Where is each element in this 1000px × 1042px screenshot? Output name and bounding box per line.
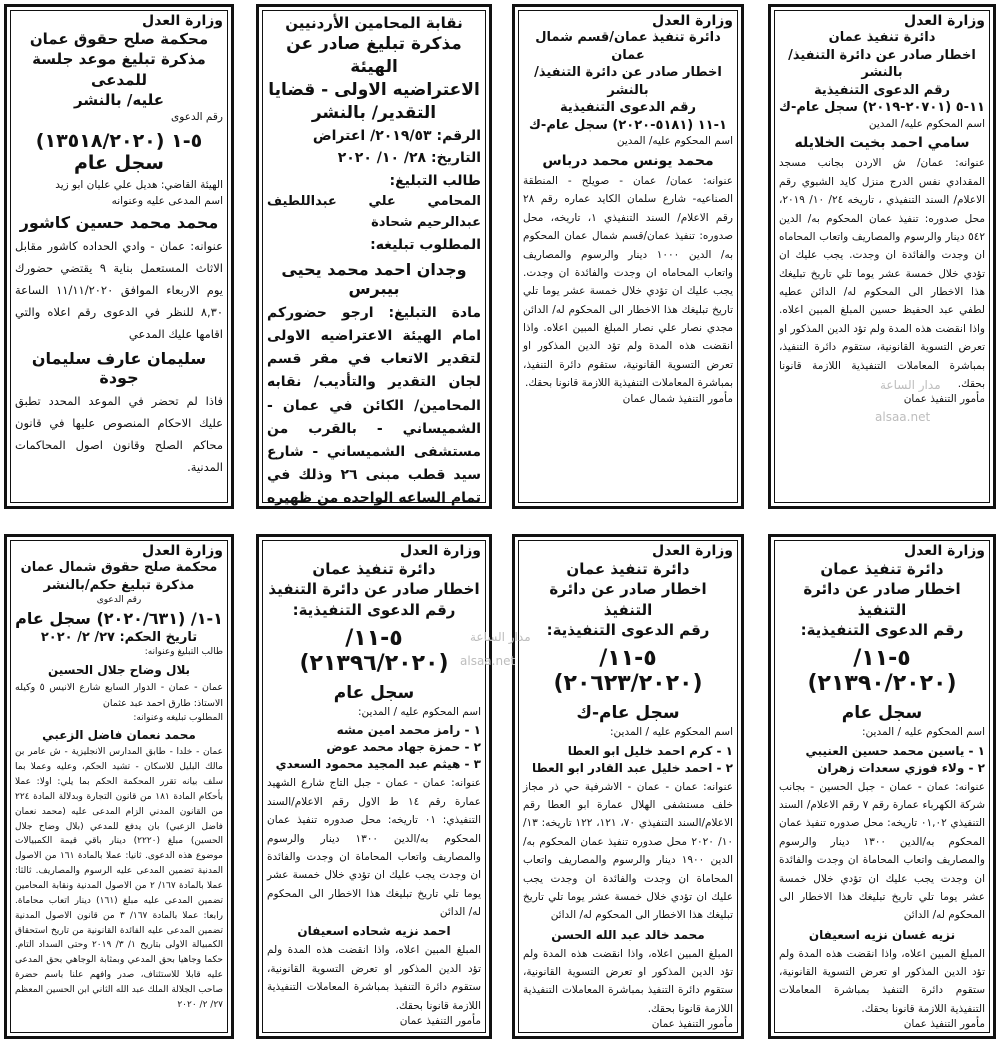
notice-body-continued: المبلغ المبين اعلاه، واذا انقضت هذه المدة ولم تؤد الدين المذكور او تعرض التسوية القانونية، ستقوم دائرة التنفيذ بمباشرة المعاملات التنفيذية اللازمة قانونا بحقك. — [523, 947, 733, 1015]
notice-amman-magistrate-13518 — [4, 4, 234, 509]
watermark-url: alsaa.net — [875, 410, 931, 424]
notice-north-amman-magistrate-631 — [4, 534, 234, 1039]
requester-label: طالب التبليغ: — [389, 172, 481, 189]
case-label: رقم الدعوى التنفيذية — [814, 82, 950, 98]
notice-heading: مذكرة تبليغ موعد جلسة للمدعى — [32, 50, 206, 89]
department-heading: دائرة تنفيذ عمان — [820, 560, 944, 578]
case-label: رقم الدعوى التنفيذية: — [292, 600, 456, 619]
requester-name: بلال وضاح جلال الحسين — [47, 662, 191, 677]
case-number: ٥-١١/ (٢١٣٩٠/٢٠٢٠) — [807, 646, 957, 696]
department-heading: دائرة تنفيذ عمان/قسم شمال عمان — [535, 30, 721, 63]
requester-address: عمان - عمان - الدوار السابع شارع الانيس ٥ وكيله الاستاذ: طارق احمد عبد عثمان — [15, 681, 223, 709]
debtor-label: اسم المحكوم عليه / المدين: — [358, 705, 481, 718]
creditor-name: احمد نزيه شحاده اسعيفان — [297, 924, 451, 939]
notice-body: عنوانه: عمان - وادي الحداده كاشور مقابل الاثاث المستعمل بناية ٩ يقتضي حضورك يوم الاربعاء الموافق ١١/١١/٢٠٢٠ الساعة ٨,٣٠ للنظر في الدعوى رقم اعلاه والتي اقامها عليك المدعي — [15, 239, 223, 341]
department-heading: دائرة تنفيذ عمان — [828, 30, 936, 45]
served-name: وجدان احمد محمد يحيى بيبرس — [281, 260, 467, 299]
debtor-label: اسم المحكوم عليه / المدين: — [610, 725, 733, 738]
subject-heading: التقدير/ بالنشر — [311, 103, 437, 124]
notice-body: عنوانه: عمان - عمان - الاشرفية حي ذر مجاز خلف مستشفى الهلال عمارة ابو العطا رقم الاعلام/السند التنفيذي ٧٠، ١٢١، ١٢٢ تاريخه: ١٣/ ١٠/ ٢٠٢٠ محل صدوره تنفيذ عمان المحكوم به/الدين ١٩٠٠ دينار والرسوم والمصاريف واتعاب المحاماة ان وجدت والفائدة ان وجدت يجب عليك ان تؤدي خلال خمسة عشر يوما تلي تاريخ تبليغك هذا الاخطار الى المحكوم له/ الدائن — [523, 780, 733, 922]
court-heading: محكمة صلح حقوق عمان — [29, 30, 209, 48]
judgment-date: تاريخ الحكم: ٢٧/ ٢/ ٢٠٢٠ — [40, 629, 198, 645]
notice-subheading: عليه/ بالنشر — [74, 90, 164, 109]
notice-footer: مأمور التنفيذ شمال عمان — [622, 392, 733, 405]
creditor-name: نزيه غسان نزيه اسعيفان — [808, 927, 956, 942]
requester-name: المحامي علي عبداللطيف عبدالرحيم شحادة — [267, 194, 481, 230]
debtor-name-1: ١ - كرم احمد خليل ابو العطا — [567, 743, 733, 758]
debtor-name-2: ٢ - ولاء فوزي سعدات زهران — [817, 760, 985, 775]
debtor-name-1: ١ - ياسين محمد حسين العنيبي — [805, 743, 985, 758]
notice-heading: مذكرة تبليغ صادر عن الهيئة — [286, 34, 462, 78]
department-heading: دائرة تنفيذ عمان — [312, 560, 436, 578]
notice-body-continued: فاذا لم تحضر في الموعد المحدد تطبق عليك الاحكام المنصوص عليها في قانون محاكم الصلح وقانون اصول المحاكمات المدنية. — [15, 394, 223, 474]
notice-body: عنوانه: عمان - عمان - جبل الحسين - بجانب شركة الكهرباء عمارة رقم ٧ رقم الاعلام/ السند التنفيذي ٠١,٠٢ تاريخه: محل صدوره تنفيذ عمان المحكوم به/الدين ١٣٠٠ دينار والرسوم والمصاريف واتعاب المحاماة ان وجدت والفائدة ان وجدت يجب عليك ان تؤدي خلال خمسة عشر يوما تلي تاريخ تبليغك هذا الاخطار الى المحكوم له/ الدائن — [779, 780, 986, 922]
judge-panel: الهيئة القاضي: هديل علي عليان ابو زيد — [55, 178, 223, 191]
case-label: رقم الدعوى التنفيذية: — [800, 620, 964, 639]
case-label: رقم الدعوى التنفيذية: — [546, 620, 710, 639]
ministry-title: وزارة العدل — [142, 13, 223, 29]
notice-body: عنوانه: عمان/ عمان - صويلح - المنطقة الصناعيه- شارع سلمان الكايد عماره رقم ٢٨ رقم الاعلام/ السند التنفيذي ١، تاريخه، محل صدوره: تنفيذ عمان/قسم شمال عمان المحكوم به/ الدين ١٠٠٠ دينار والرسوم والمصاريف واتعاب المحاماه ان وجدت والفائدة ان وجدت. يجب عليك ان تؤدي خلال خمسة عشر يوما تلي تاريخ تبليغك هذا الاخطار الى المحكوم له/ الدائن مجدي نصار علي نصار المبلغ المبين اعلاه. واذا انقضت هذه المدة ولم تؤد الدين المذكور او تعرض التسوية القانونية، ستقوم دائرة التنفيذ، بمباشرة المعاملات التنفيذية اللازمة قانونا بحقك. — [523, 175, 733, 390]
case-number: ١-١١ (٥١٨١-٢٠٢٠) سجل عام-ك — [529, 117, 727, 133]
debtor-name-1: ١ - رامز محمد امين مشه — [336, 723, 481, 738]
notice-heading: اخطار صادر عن دائرة التنفيذ — [268, 580, 480, 599]
notice-body-continued: المبلغ المبين اعلاه، واذا انقضت هذه المدة ولم تؤد الدين المذكور او تعرض التسوية القانونية، ستقوم دائرة التنفيذ بمباشرة المعاملات التنفيذية اللازمة قانونا بحقك. — [267, 944, 481, 1012]
creditor-name: محمد خالد عبد الله الحسن — [551, 927, 705, 942]
notice-execution-north-amman-5181 — [512, 4, 744, 509]
notice-footer: مأمور التنفيذ عمان — [399, 1014, 481, 1027]
debtor-label: اسم المحكوم عليه / المدين: — [862, 725, 985, 738]
ministry-title: وزارة العدل — [400, 543, 481, 559]
case-number: ١١-٥ (٢٠٧٠١-٢٠١٩) سجل عام-ك — [779, 100, 985, 116]
notice-footer: مأمور التنفيذ عمان — [651, 1018, 733, 1031]
record-type: سجل عام — [841, 703, 923, 723]
case-number: ٥-١١/ (٢٠٦٢٣/٢٠٢٠) — [553, 646, 703, 696]
debtor-label: اسم المحكوم عليه/ المدين — [616, 135, 733, 148]
ministry-title: وزارة العدل — [904, 543, 985, 559]
case-number: ٥-١ (١٣٥١٨/٢٠٢٠) سجل عام — [35, 129, 203, 174]
debtor-name: سامي احمد بخيت الخلايله — [794, 135, 970, 152]
debtor-name-2: ٢ - حمزة جهاد محمد عوض — [326, 740, 481, 755]
record-type: سجل عام — [333, 682, 415, 703]
notice-heading: اخطار صادر عن دائرة التنفيذ — [803, 580, 961, 619]
record-type: سجل عام-ك — [576, 703, 680, 723]
ministry-title: وزارة العدل — [904, 13, 985, 29]
notice-jordan-bar-association — [256, 4, 492, 509]
notice-heading: اخطار صادر عن دائرة التنفيذ/بالنشر — [788, 47, 976, 81]
notice-footer: مأمور التنفيذ عمان — [903, 1018, 985, 1031]
notice-date: التاريخ: ٢٨/ ١٠/ ٢٠٢٠ — [337, 150, 481, 167]
department-heading: دائرة تنفيذ عمان — [566, 560, 690, 578]
debtor-name-3: ٣ - هيثم عبد المجيد محمود السعدي — [275, 757, 481, 772]
association-title: نقابة المحامين الأردنيين — [285, 14, 463, 32]
served-label: المطلوب تبليغه: — [370, 236, 481, 253]
debtor-name-2: ٢ - احمد خليل عبد القادر ابو العطا — [531, 760, 733, 775]
debtor-name: محمد يونس محمد درباس — [542, 153, 714, 170]
defendant-label: المطلوب تبليغه وعنوانه: — [133, 712, 223, 723]
notice-heading: اخطار صادر عن دائرة التنفيذ — [549, 580, 707, 619]
defendant-name: محمد نعمان فاضل الزعبي — [42, 728, 196, 743]
defendant-label: اسم المدعى عليه وعنوانه — [111, 194, 223, 207]
committee-heading: الاعتراضيه الاولى - قضايا — [268, 80, 480, 101]
notice-execution-amman-20623 — [512, 534, 744, 1039]
notice-body-continued: المبلغ المبين اعلاه، واذا انقضت هذه المدة ولم تؤد الدين المذكور او تعرض التسوية القانونية، ستقوم دائرة التنفيذ بمباشرة المعاملات التنفيذية اللازمة قانونا بحقك. — [779, 947, 985, 1015]
reference-number: الرقم: ٢٠١٩/٥٣/ اعتراض — [312, 128, 481, 144]
ministry-title: وزارة العدل — [142, 543, 223, 559]
served-label: طالب التبليغ وعنوانه: — [144, 647, 223, 658]
notice-body: مادة التبليغ: ارجو حضوركم امام الهيئة الاعتراضيه الاولى لتقدير الاتعاب في مقر قسم لجان التقدير والتأديب/ نقابه المحامين/ الكائن في عمان - الشميساني - بالقرب من مستشفى الشميساني - شارع سيد قطب مبنى ٢٦ وذلك في تمام الساعه الواحده من ظهيره — [267, 305, 481, 506]
case-number: ١-١/ (٢٠٢٠/٦٣١) سجل عام — [15, 608, 223, 628]
case-label: رقم الدعوى — [171, 111, 223, 123]
court-heading: محكمة صلح حقوق شمال عمان — [20, 560, 218, 575]
notice-execution-amman-21396 — [256, 534, 492, 1039]
watermark-logo-text: مدار الساعة — [470, 630, 531, 644]
notice-body: عنوانه: عمان/ ش الاردن بجانب مسجد المقدادي نفس الدرج منزل كايد الشبوي رقم الاعلام/ السند التنفيذي ، تاريخه ٢٤/ ١٠/ ٢٠١٩، محل صدوره: تنفيذ عمان المحكوم به/ الدين ٥٤٢ دينار والرسوم والمصاريف واتعاب المحاماه ان وجدت والفائدة ان وجدت. يجب عليك ان تؤدي خلال خمسة عشر يوما تلي تاريخ تبليغك هذا الاخطار الى المحكوم له/ الدائن عطيه لطفي عبد الحفيظ حسين المبلغ المبين اعلاه. واذا انقضت هذه المدة ولم تؤد الدين المذكور او تعرض التسوية القانونية، ستقوم دائرة التنفيذ، بمباشرة المعاملات التنفيذية اللازمة قانونا بحقك. — [779, 157, 985, 390]
ministry-title: وزارة العدل — [652, 13, 733, 29]
case-label: رقم الدعوى التنفيذية — [560, 100, 696, 116]
notice-heading: مذكرة تبليغ حكم/بالنشر — [43, 577, 195, 593]
notice-body: عنوانه: عمان - عمان - جبل التاج شارع الشهيد عمارة رقم ١٤ ط الاول رقم الاعلام/السند التنفيذي: ٠١ تاريخه: محل صدوره تنفيذ عمان المحكوم به/الدين ١٣٠٠ دينار والرسوم والمصاريف واتعاب المحاماة ان وجدت والفائدة ان وجدت يجب عليك ان تؤدي خلال خمسة عشر يوما تلي تاريخ تبليغك هذا الاخطار الى المحكوم له/ الدائن — [267, 777, 482, 919]
ministry-title: وزارة العدل — [652, 543, 733, 559]
watermark-logo-text: مدار الساعة — [880, 378, 941, 392]
debtor-label: اسم المحكوم عليه/ المدين — [868, 117, 985, 130]
notice-execution-amman-21390 — [768, 534, 996, 1039]
notice-footer: مأمور التنفيذ عمان — [903, 393, 985, 406]
case-label: رقم الدعوى — [96, 595, 142, 606]
notice-execution-amman-20701 — [768, 4, 996, 509]
defendant-name: محمد محمد حسين كاشور — [19, 213, 219, 233]
judgment-body: عمان - خلدا - طابق المدارس الانجليزية - ش عامر بن مالك البليل للاسكان - تشيد الحكم، وعليه وعملا بما سلف بيانه تقرر المحكمة الحكم بما يلي: اولا: عملا بأحكام المادة ١٨١ من قانون التجارة وبدلالة المادة ٢٢٤ من القانون المدني الزام المدعى عليه (محمد نعمان فاضل الزعبي) بان يدفع للمدعي (بلال وضاح جلال الحسين) مبلغ (٢٢٢٠) دينار باقي قيمة الكمبيالات موضوع هذه الدعوى. ثانيا: عملا بالمادة ١٦١ من الاصول المدنية تضمين المدعى عليه الرسوم والمصاريف. ثالثا: عملا بالمادة ١٦٧/ ٢ من الاصول المدنية ونقابة المحامين تضمين المدعى عليه مبلغ (١٦١) دينار اتعاب محاماة. رابعا: عملا بالمادة ١٦٧/ ٣ من قانون الاصول المدنية تضمين المدعى عليه الفائدة القانونية من تاريخ استحقاق الكمبيالة الاولى بتاريخ ١/ ٣/ ٢٠١٩ وحتى السداد التام. حكما وجاهيا بحق المدعي وبمثابة الوجاهي بحق المدعى عليه قابلا للاستئناف، صدر وافهم علنا باسم حضرة صاحب الجلالة الملك عبد الله الثاني ابن الحسين المعظم ٢٧/ ٢/ ٢٠٢٠ — [15, 747, 224, 1010]
watermark-url: alsaa.net — [460, 654, 516, 668]
case-number: ٥-١١/ (٢١٣٩٦/٢٠٢٠) — [299, 625, 449, 676]
plaintiff-name: سليمان عارف سليمان جودة — [31, 349, 207, 388]
notice-heading: اخطار صادر عن دائرة التنفيذ/بالنشر — [534, 65, 722, 98]
